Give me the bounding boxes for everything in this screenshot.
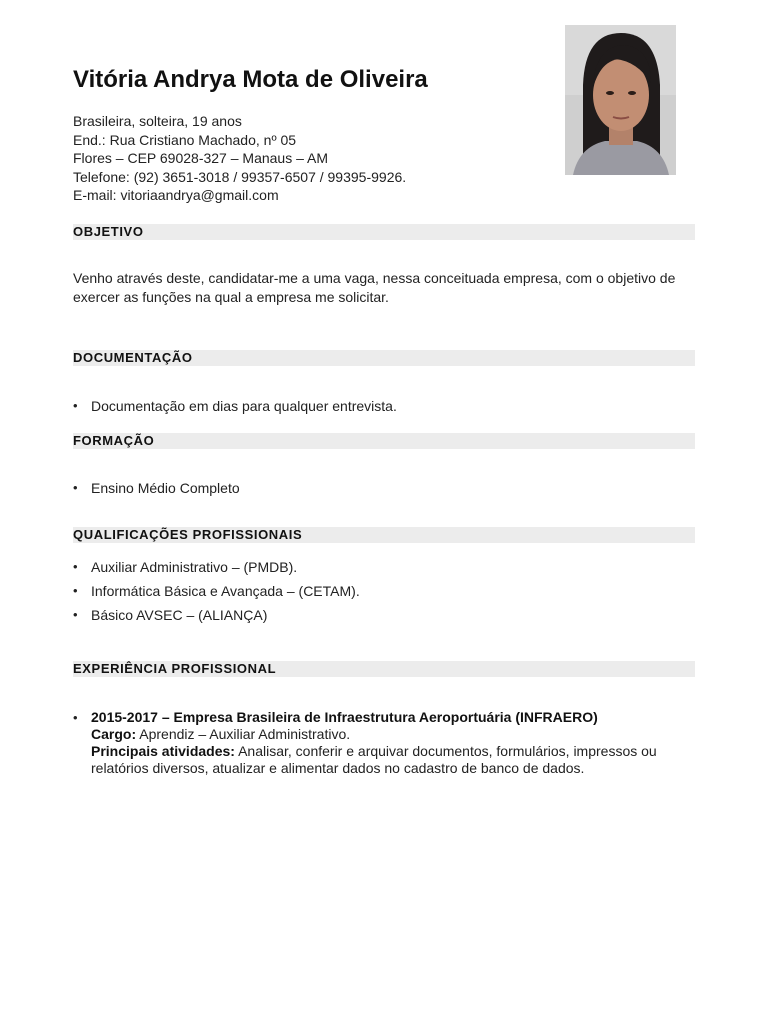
info-email: E-mail: vitoriaandrya@gmail.com xyxy=(73,187,279,204)
bullet-icon: • xyxy=(73,710,78,725)
cargo-label: Cargo: xyxy=(91,726,137,742)
info-city: Flores – CEP 69028-327 – Manaus – AM xyxy=(73,150,329,167)
info-phone: Telefone: (92) 3651-3018 / 99357-6507 / 99395-9926. xyxy=(73,168,407,185)
experience-entry xyxy=(73,709,698,777)
bullet-icon: • xyxy=(73,398,78,413)
section-header-qualificacoes: QUALIFICAÇÕES PROFISSIONAIS xyxy=(73,527,695,543)
list-item: • Informática Básica e Avançada – (CETAM). xyxy=(73,579,698,603)
qualificacoes-list xyxy=(73,555,698,627)
formacao-list xyxy=(73,476,698,500)
experience-heading: 2015-2017 – Empresa Brasileira de Infraestrutura Aeroportuária (INFRAERO) xyxy=(91,709,598,725)
cargo-value: Aprendiz – Auxiliar Administrativo. xyxy=(136,726,351,742)
personal-info xyxy=(73,112,406,205)
list-item: • Ensino Médio Completo xyxy=(73,476,698,500)
atividades-value: Analisar, conferir e arquivar documentos, formulários, impressos ou relatórios diversos, atualizar e alimentar dados no cadastro de banco de dados. xyxy=(91,743,657,776)
documentacao-list xyxy=(73,394,698,418)
section-header-experiencia: EXPERIÊNCIA PROFISSIONAL xyxy=(73,661,695,677)
section-header-objetivo: OBJETIVO xyxy=(73,224,695,240)
candidate-name: Vitória Andrya Mota de Oliveira xyxy=(73,66,428,93)
profile-photo xyxy=(565,25,676,175)
bullet-icon: • xyxy=(73,480,78,495)
bullet-icon: • xyxy=(73,607,78,622)
section-header-formacao: FORMAÇÃO xyxy=(73,433,695,449)
atividades-label: Principais atividades: xyxy=(91,743,235,759)
objetivo-text: Venho através deste, candidatar-me a uma vaga, nessa conceituada empresa, com o objetivo de exercer as funções na qual a empresa me solicitar. xyxy=(73,270,676,305)
list-item: • Auxiliar Administrativo – (PMDB). xyxy=(73,555,698,579)
info-nationality: Brasileira, solteira, 19 anos xyxy=(73,113,242,129)
info-address: End.: Rua Cristiano Machado, nº 05 xyxy=(73,131,297,148)
section-header-documentacao: DOCUMENTAÇÃO xyxy=(73,350,695,366)
bullet-icon: • xyxy=(73,559,78,574)
list-item: • Documentação em dias para qualquer entrevista. xyxy=(73,394,698,418)
bullet-icon: • xyxy=(73,583,78,598)
list-item: • Básico AVSEC – (ALIANÇA) xyxy=(73,603,698,627)
